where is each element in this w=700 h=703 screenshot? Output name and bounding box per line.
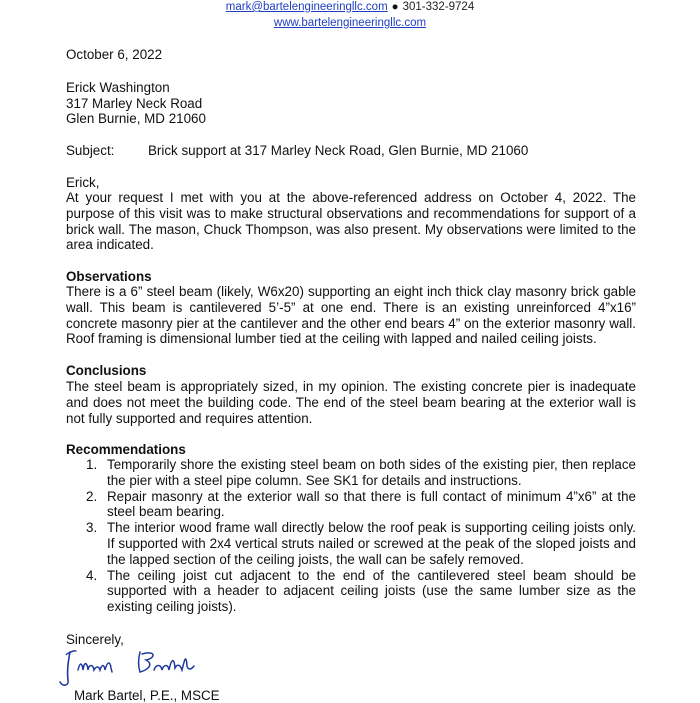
letterhead-website-row: [0, 17, 700, 29]
letter-date: October 6, 2022: [66, 47, 163, 62]
list-item-text: Repair masonry at the exterior wall so that there is full contact of minimum 4”x6” at the steel beam bearing.: [107, 488, 636, 520]
list-item: [66, 568, 636, 615]
list-item-number: 3.: [86, 520, 98, 536]
website-link[interactable]: www.bartelengineeringllc.com: [273, 17, 427, 29]
bullet-separator-icon: ●: [391, 1, 399, 13]
phone-number: 301-332-9724: [402, 1, 475, 13]
salutation: Erick,: [66, 175, 100, 190]
recommendations-list: [66, 457, 636, 615]
observations-paragraph: There is a 6” steel beam (likely, W6x20) supporting an eight inch thick clay masonry brick gable wall. This beam is cantilevered 5’-5” at one end. There is an existing unreinforced 4”x16” concrete masonry pier at the cantilever and the other end bears 4” on the exterior masonry wall. Roof framing is dimensional lumber tied at the ceiling with lapped and nailed ceiling joists.: [66, 284, 636, 347]
recipient-street: 317 Marley Neck Road: [66, 96, 203, 111]
subject-line: [66, 143, 528, 159]
list-item-number: 1.: [86, 457, 98, 472]
list-item: [66, 489, 636, 521]
list-item-text: The interior wood frame wall directly below the roof peak is supporting ceiling joists only. If supported with 2x4 vertical struts nailed or screwed at the peak of the sloped joists and the lapped section of the ceiling joists, the wall can be safely removed.: [107, 520, 636, 567]
letterhead-contact-row: [0, 1, 700, 13]
printed-signature-name: Mark Bartel, P.E., MSCE: [74, 688, 220, 703]
list-item-number: 4.: [86, 567, 98, 583]
email-link[interactable]: mark@bartelengineeringllc.com: [225, 1, 388, 13]
recipient-name: Erick Washington: [66, 80, 170, 95]
closing: Sincerely,: [66, 632, 124, 647]
list-item: [66, 457, 636, 489]
observations-heading: Observations: [66, 269, 152, 284]
conclusions-paragraph: The steel beam is appropriately sized, in my opinion. The existing concrete pier is inadequate and does not meet the building code. The end of the steel beam bearing at the exterior wall is not fully supported and requires attention.: [66, 379, 636, 426]
list-item: [66, 520, 636, 567]
recommendations-heading: Recommendations: [66, 442, 186, 457]
recommendations-list-container: [66, 457, 636, 615]
subject-label: Subject:: [66, 143, 115, 158]
intro-paragraph: At your request I met with you at the above-referenced address on October 4, 2022. The purpose of this visit was to make structural observations and recommendations for support of a brick wall. The mason, Chuck Thompson, was also present. My observations were limited to the area indicated.: [66, 190, 636, 253]
list-item-text: The ceiling joist cut adjacent to the end of the cantilevered steel beam should be supported with a header to adjacent ceiling joists (use the same lumber size as the existing ceiling joists).: [107, 567, 636, 615]
signature-image: [58, 642, 208, 688]
list-item-number: 2.: [86, 488, 98, 504]
handwritten-signature: [58, 642, 208, 693]
list-item-text: Temporarily shore the existing steel beam on both sides of the existing pier, then replace the pier with a steel pipe column. See SK1 for details and instructions.: [107, 457, 636, 488]
subject-text: Brick support at 317 Marley Neck Road, Glen Burnie, MD 21060: [148, 143, 529, 158]
recipient-city: Glen Burnie, MD 21060: [66, 111, 206, 126]
conclusions-heading: Conclusions: [66, 363, 147, 378]
